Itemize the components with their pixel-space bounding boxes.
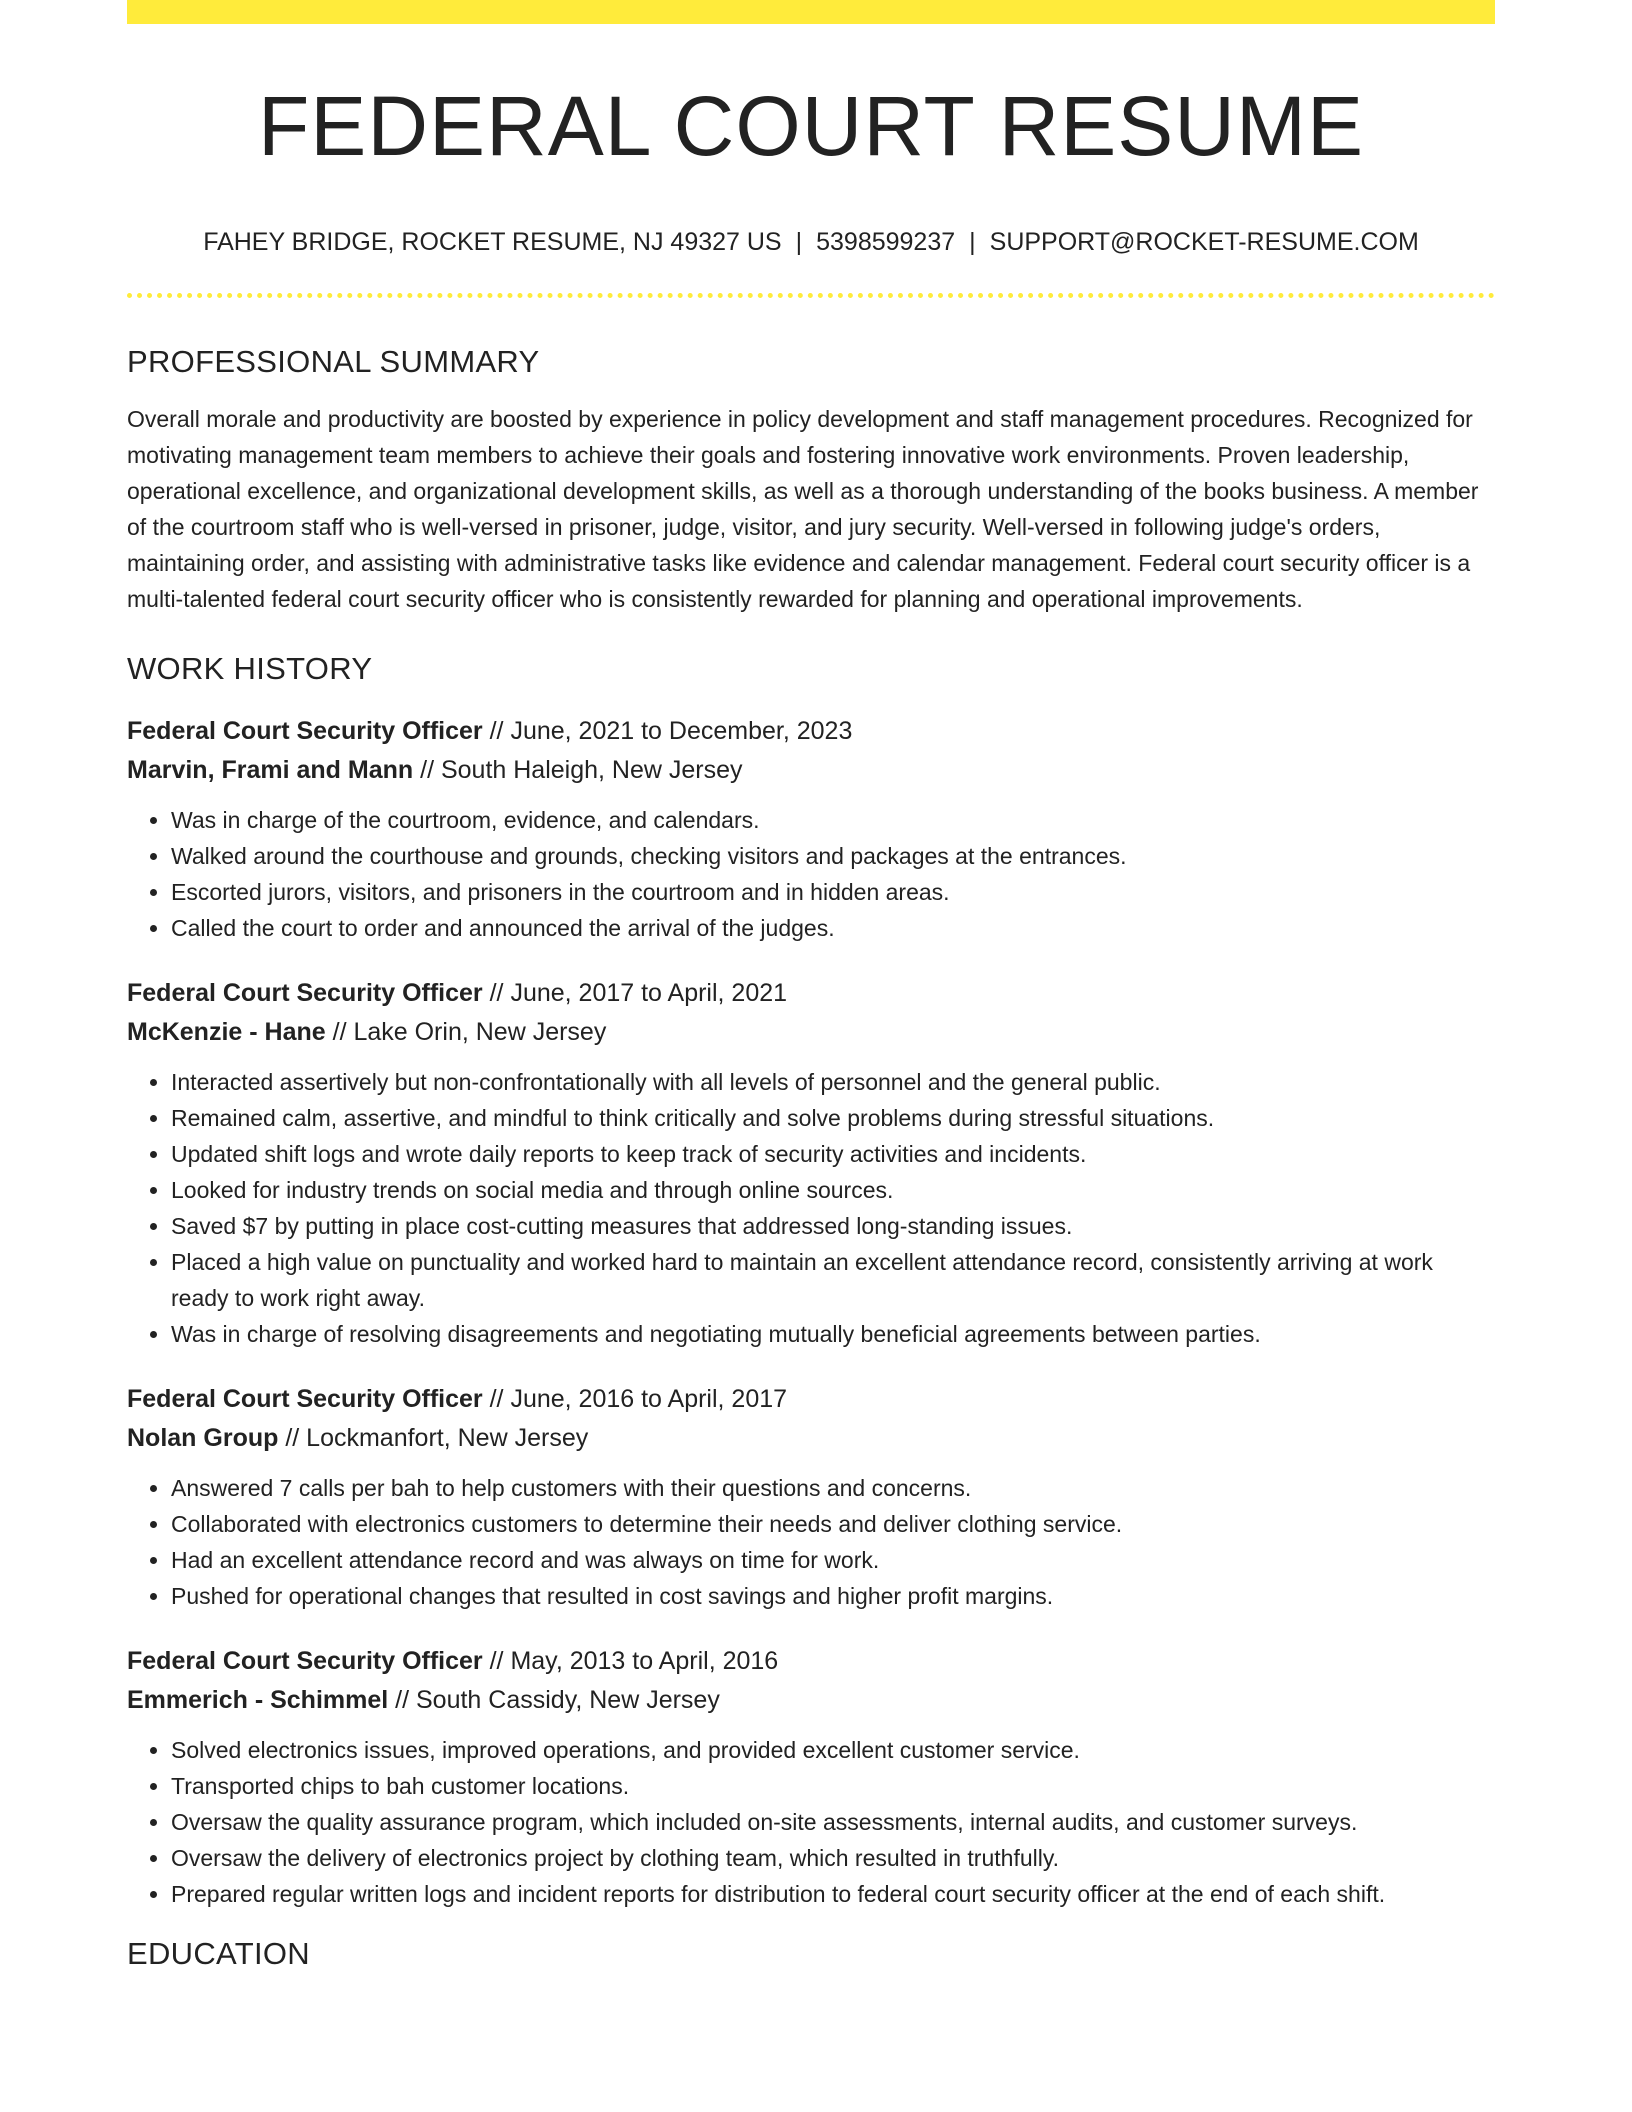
phone: 5398599237	[816, 228, 956, 256]
job-location: // South Cassidy, New Jersey	[388, 1686, 720, 1714]
dotted-divider	[127, 293, 1495, 298]
work-history-list	[127, 712, 1495, 1912]
job-location: // Lake Orin, New Jersey	[325, 1018, 607, 1046]
job-role-line	[127, 1380, 1495, 1419]
contact-line	[127, 230, 1495, 255]
separator: |	[795, 228, 803, 256]
list-item: • Called the court to order and announced the arrival of the judges.	[171, 910, 1495, 946]
list-item: • Had an excellent attendance record and was always on time for work.	[171, 1542, 1495, 1578]
job-entry	[127, 712, 1495, 946]
list-item: • Placed a high value on punctuality and worked hard to maintain an excellent attendance record, consistently arriving at work ready to work right away.	[171, 1244, 1495, 1316]
list-item: • Remained calm, assertive, and mindful to think critically and solve problems during stressful situations.	[171, 1100, 1495, 1136]
list-item: • Updated shift logs and wrote daily reports to keep track of security activities and incidents.	[171, 1136, 1495, 1172]
job-location: // South Haleigh, New Jersey	[413, 756, 743, 784]
job-dates: // May, 2013 to April, 2016	[482, 1647, 779, 1675]
list-item: • Oversaw the delivery of electronics project by clothing team, which resulted in truthfully.	[171, 1840, 1495, 1876]
job-role: Federal Court Security Officer	[127, 1385, 483, 1413]
job-company: Nolan Group	[127, 1424, 279, 1452]
job-role-line	[127, 712, 1495, 751]
job-role-line	[127, 1642, 1495, 1681]
education-heading: EDUCATION	[127, 1936, 310, 1971]
job-company: Emmerich - Schimmel	[127, 1686, 389, 1714]
job-entry	[127, 974, 1495, 1352]
list-item: • Pushed for operational changes that resulted in cost savings and higher profit margins.	[171, 1578, 1495, 1614]
job-bullets	[127, 1732, 1495, 1912]
job-role: Federal Court Security Officer	[127, 717, 483, 745]
work-history-heading: WORK HISTORY	[127, 651, 373, 686]
list-item: • Collaborated with electronics customers to determine their needs and deliver clothing service.	[171, 1506, 1495, 1542]
list-item: • Looked for industry trends on social media and through online sources.	[171, 1172, 1495, 1208]
accent-bar	[127, 0, 1495, 24]
job-location: // Lockmanfort, New Jersey	[278, 1424, 589, 1452]
summary-heading: PROFESSIONAL SUMMARY	[127, 344, 540, 379]
resume-page	[127, 0, 1495, 1969]
job-company-line	[127, 751, 1495, 790]
job-role: Federal Court Security Officer	[127, 979, 483, 1007]
list-item: • Walked around the courthouse and grounds, checking visitors and packages at the entrances.	[171, 838, 1495, 874]
job-role: Federal Court Security Officer	[127, 1647, 483, 1675]
job-bullets	[127, 1064, 1495, 1352]
separator: |	[969, 228, 976, 256]
job-company: Marvin, Frami and Mann	[127, 756, 414, 784]
job-dates: // June, 2016 to April, 2017	[482, 1385, 788, 1413]
job-role-line	[127, 974, 1495, 1013]
job-company: McKenzie - Hane	[127, 1018, 326, 1046]
list-item: • Was in charge of resolving disagreements and negotiating mutually beneficial agreements between parties.	[171, 1316, 1495, 1352]
email[interactable]: SUPPORT@ROCKET-RESUME.COM	[989, 228, 1419, 256]
list-item: • Was in charge of the courtroom, evidence, and calendars.	[171, 802, 1495, 838]
job-company-line	[127, 1681, 1495, 1720]
job-company-line	[127, 1419, 1495, 1458]
list-item: • Interacted assertively but non-confrontationally with all levels of personnel and the general public.	[171, 1064, 1495, 1100]
job-bullets	[127, 802, 1495, 946]
job-entry	[127, 1380, 1495, 1614]
job-entry	[127, 1642, 1495, 1912]
job-dates: // June, 2017 to April, 2021	[482, 979, 788, 1007]
list-item: • Answered 7 calls per bah to help customers with their questions and concerns.	[171, 1470, 1495, 1506]
list-item: • Prepared regular written logs and incident reports for distribution to federal court security officer at the end of each shift.	[171, 1876, 1495, 1912]
address: FAHEY BRIDGE, ROCKET RESUME, NJ 49327 US	[203, 228, 782, 256]
job-bullets	[127, 1470, 1495, 1614]
summary-text: Overall morale and productivity are boosted by experience in policy development and staff management procedures. Recognized for motivating management team members to achieve their goals and fostering innovative work environments. Proven leadership, operational excellence, and organizational development skills, as well as a thorough understanding of the books business. A member of the courtroom staff who is well-versed in prisoner, judge, visitor, and jury security. Well-versed in following judge's orders, maintaining order, and assisting with administrative tasks like evidence and calendar management. Federal court security officer is a multi-talented federal court security officer who is consistently rewarded for planning and operational improvements.	[127, 406, 1479, 612]
job-company-line	[127, 1013, 1495, 1052]
list-item: • Transported chips to bah customer locations.	[171, 1768, 1495, 1804]
list-item: • Oversaw the quality assurance program, which included on-site assessments, internal audits, and customer surveys.	[171, 1804, 1495, 1840]
job-dates: // June, 2021 to December, 2023	[482, 717, 853, 745]
list-item: • Escorted jurors, visitors, and prisoners in the courtroom and in hidden areas.	[171, 874, 1495, 910]
list-item: • Saved $7 by putting in place cost-cutting measures that addressed long-standing issues.	[171, 1208, 1495, 1244]
list-item: • Solved electronics issues, improved operations, and provided excellent customer service.	[171, 1732, 1495, 1768]
resume-title: FEDERAL COURT RESUME	[258, 79, 1364, 173]
